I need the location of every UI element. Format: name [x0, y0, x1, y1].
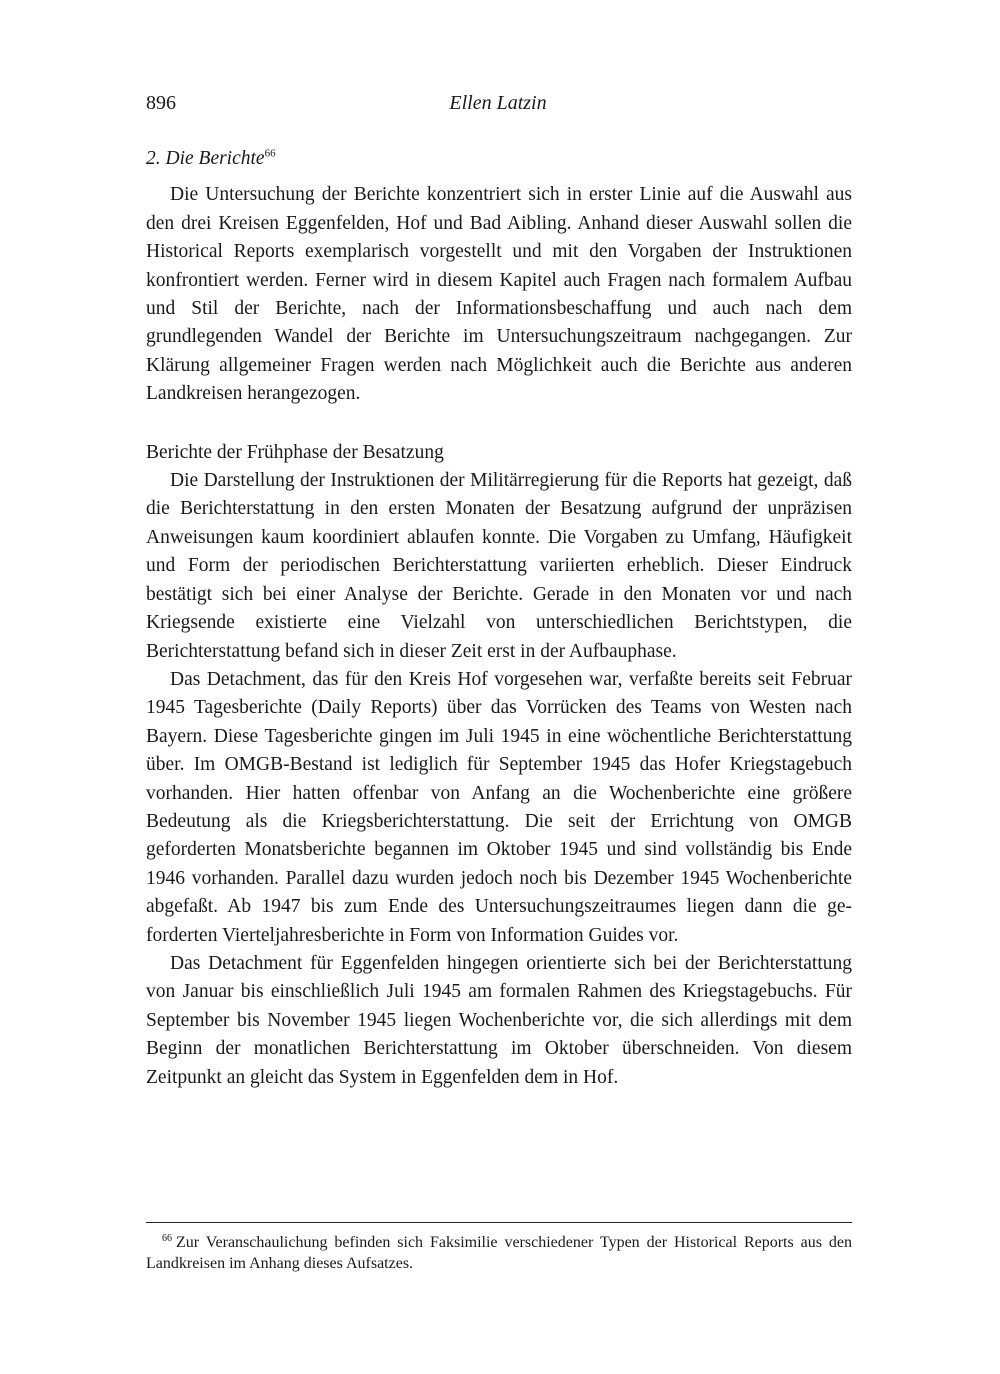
section-title-text: 2. Die Berichte — [146, 148, 265, 169]
footnote-reference: 66 — [264, 147, 276, 160]
paragraph-3: Das Detachment, das für den Kreis Hof vorgesehen war, verfaßte bereits seit Februar 1945 Tagesberichte (Daily Reports) über das Vorrücken des Teams von Westen nach Bayern. Diese Tagesberichte gingen im Juli 1945 in eine wöchentliche Berichterstattung über. Im OMGB-Bestand ist lediglich für September 1945 das Hofer Kriegstagebuch vorhanden. Hier hatten offenbar von Anfang an die Wochenberichte eine größere Bedeutung als die Kriegsberichterstattung. Die seit der Errichtung von OMGB geforderten Monatsberichte begannen im Oktober 1945 und sind vollständig bis Ende 1946 vorhanden. Parallel dazu wurden jedoch noch bis Dezember 1945 Wochenberichte abgefaßt. Ab 1947 bis zum Ende des Untersuchungszeitraumes liegen dann die geforderten Vierteljahresberichte in Form von Information Guides vor. — [146, 668, 852, 946]
main-content — [146, 145, 852, 1092]
footnote — [146, 1232, 852, 1274]
paragraph-4: Das Detachment für Eggenfelden hingegen orientierte sich bei der Berichterstattung von Januar bis einschließlich Juli 1945 am formalen Rahmen des Kriegstagebuchs. Für September bis November 1945 liegen Wochenberichte vor, die sich allerdings mit dem Beginn der monatlichen Berichterstattung im Oktober überschneiden. Von diesem Zeitpunkt an gleicht das System in Eggenfelden dem in Hof. — [146, 952, 852, 1088]
footnote-text: Zur Veranschaulichung befinden sich Faksimilie verschiedener Typen der Historical Reports aus den Landkreisen im Anhang dieses Aufsatzes. — [146, 1234, 852, 1272]
page-number: 896 — [146, 92, 176, 114]
footnote-divider — [146, 1222, 852, 1223]
section-title — [146, 145, 852, 173]
running-head: Ellen Latzin — [449, 92, 547, 114]
paragraph-2: Die Darstellung der Instruktionen der Militärregierung für die Reports hat gezeigt, daß die Berichterstattung in den ersten Monaten der Besatzung aufgrund der unpräzisen Anweisungen kaum koordiniert ablaufen konnte. Die Vorgaben zu Umfang, Häufigkeit und Form der periodischen Berichterstattung variierten erheblich. Dieser Eindruck bestätigt sich bei einer Analyse der Berichte. Gerade in den Monaten vor und nach Kriegsende existierte eine Vielzahl von unterschiedlichen Berichtstypen, die Berichterstattung befand sich in dieser Zeit erst in der Aufbauphase. — [146, 470, 852, 662]
paragraph-1: Die Untersuchung der Berichte konzentriert sich in erster Linie auf die Auswahl aus den drei Kreisen Eggenfelden, Hof und Bad Aibling. Anhand dieser Auswahl sollen die Historical Reports exemplarisch vorgestellt und mit den Vorgaben der Instruktionen konfrontiert werden. Ferner wird in diesem Kapitel auch Fragen nach formalem Aufbau und Stil der Berichte, nach der Informationsbeschaffung und auch nach dem grundlegenden Wandel der Berichte im Untersuchungszeitraum nachgegangen. Zur Klärung allgemeiner Fragen werden nach Möglichkeit auch die Berichte aus anderen Landkreisen herangezogen. — [146, 184, 852, 405]
footnote-number: 66 — [162, 1232, 172, 1244]
page-header — [146, 92, 850, 122]
subheading: Berichte der Frühphase der Besatzung — [146, 441, 444, 463]
